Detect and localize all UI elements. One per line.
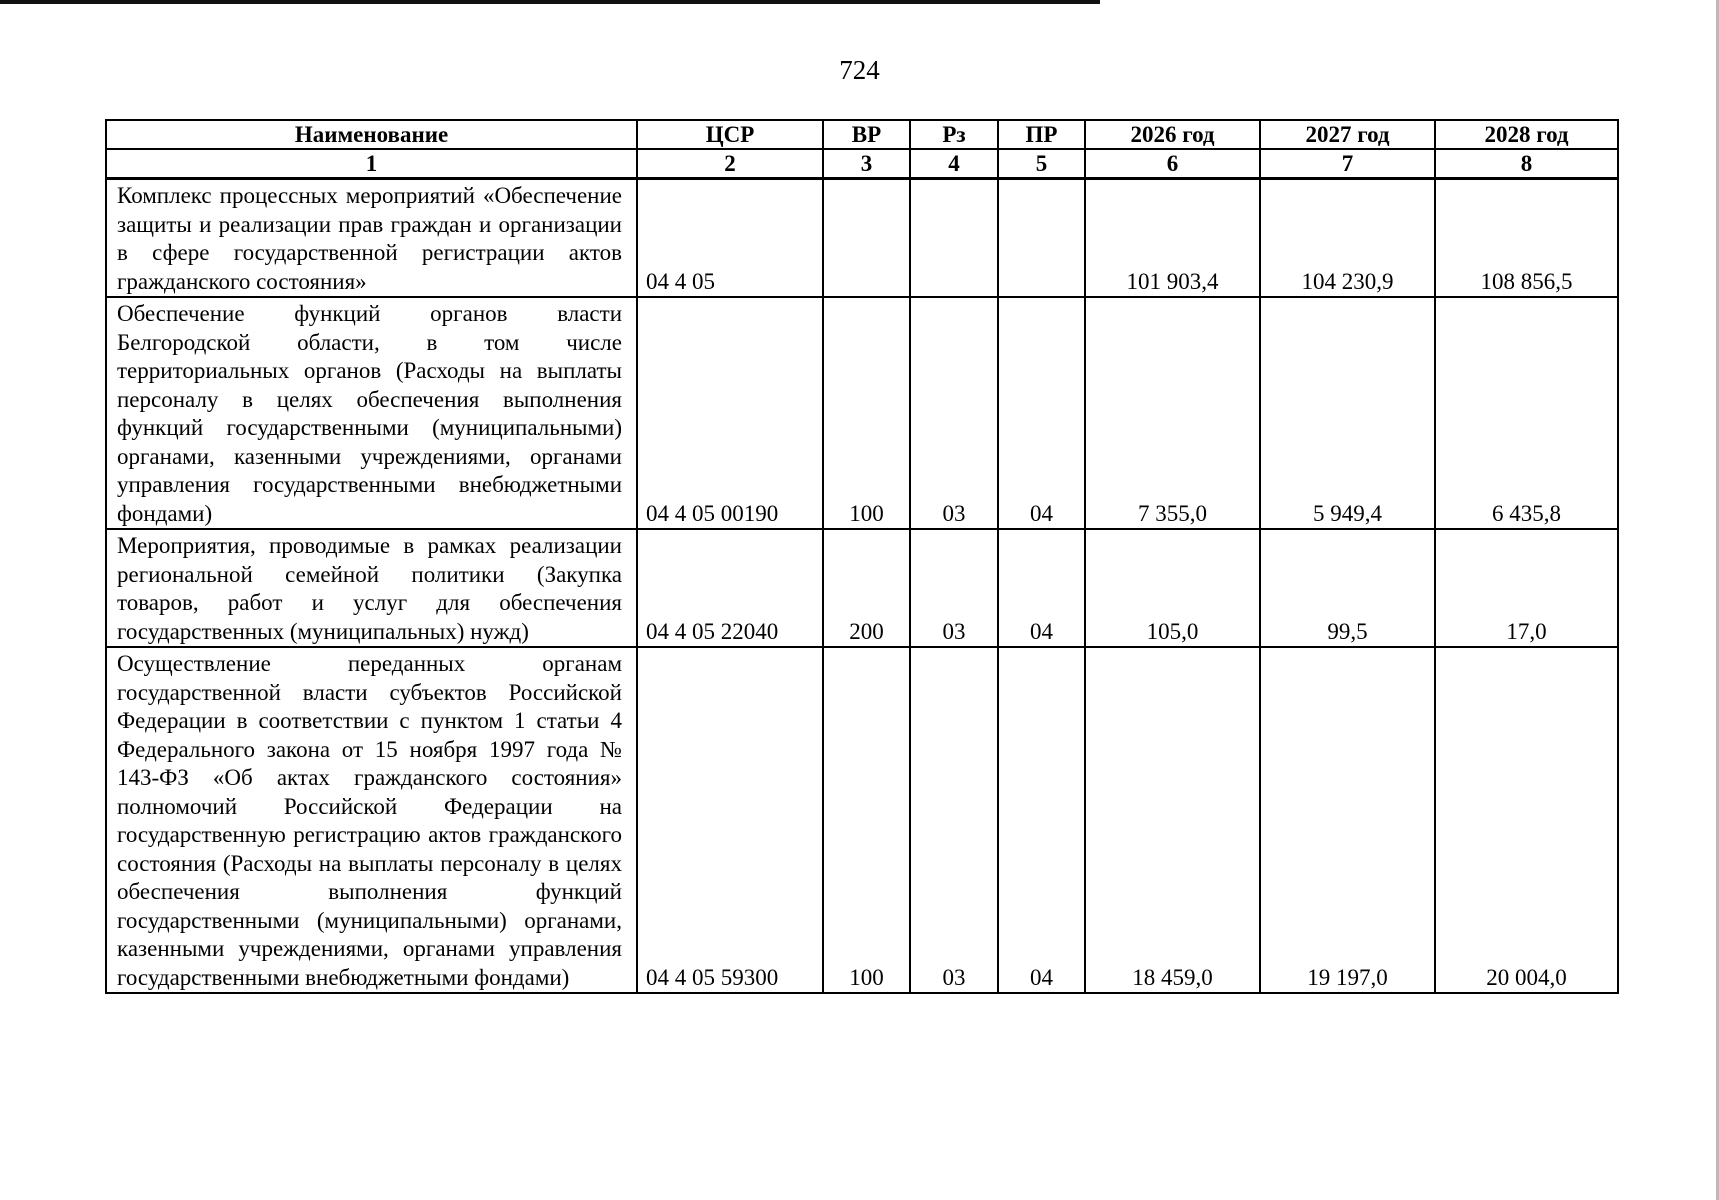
row-pr: 04 — [998, 297, 1085, 529]
row-csr: 04 4 05 59300 — [637, 647, 823, 993]
row-csr: 04 4 05 00190 — [637, 297, 823, 529]
row-name: Осуществление переданных органам государственной власти субъектов Российской Федерации в соответствии с пунктом 1 статьи 4 Федерального закона от 15 ноября 1997 года № 143-ФЗ «Об актах гражданского состояния» полномочий Российской Федерации на государственную регистрацию актов гражданского состояния (Расходы на выплаты персоналу в целях обеспечения выполнения функций государственными (муниципальными) органами, казенными учреждениями, органами управления государственными внебюджетными фондами) — [106, 647, 637, 993]
row-amount-2028: 17,0 — [1435, 529, 1618, 647]
row-rz — [910, 179, 998, 298]
column-number: 8 — [1435, 149, 1618, 179]
row-pr — [998, 179, 1085, 298]
row-amount-2026: 101 903,4 — [1085, 179, 1260, 298]
table-row — [106, 529, 1618, 647]
budget-table — [105, 119, 1619, 994]
row-amount-2027: 104 230,9 — [1260, 179, 1435, 298]
table-row — [106, 297, 1618, 529]
column-number: 3 — [823, 149, 910, 179]
header-vr: ВР — [823, 120, 910, 149]
row-name: Мероприятия, проводимые в рамках реализации региональной семейной политики (Закупка товаров, работ и услуг для обеспечения государственных (муниципальных) нужд) — [106, 529, 637, 647]
page-number: 724 — [839, 55, 880, 85]
column-number: 7 — [1260, 149, 1435, 179]
row-amount-2027: 5 949,4 — [1260, 297, 1435, 529]
header-2027: 2027 год — [1260, 120, 1435, 149]
header-2028: 2028 год — [1435, 120, 1618, 149]
header-pr: ПР — [998, 120, 1085, 149]
row-vr: 100 — [823, 647, 910, 993]
row-name: Обеспечение функций органов власти Белгородской области, в том числе территориальных органов (Расходы на выплаты персоналу в целях обеспечения выполнения функций государственными (муниципальными) органами, казенными учреждениями, органами управления государственными внебюджетными фондами) — [106, 297, 637, 529]
row-csr: 04 4 05 22040 — [637, 529, 823, 647]
row-vr — [823, 179, 910, 298]
header-row — [106, 120, 1618, 149]
row-pr: 04 — [998, 647, 1085, 993]
row-rz: 03 — [910, 647, 998, 993]
table-row — [106, 179, 1618, 298]
column-number: 4 — [910, 149, 998, 179]
row-name: Комплекс процессных мероприятий «Обеспечение защиты и реализации прав граждан и организации в сфере государственной регистрации актов гражданского состояния» — [106, 179, 637, 298]
row-rz: 03 — [910, 297, 998, 529]
row-amount-2028: 20 004,0 — [1435, 647, 1618, 993]
header-2026: 2026 год — [1085, 120, 1260, 149]
column-number: 2 — [637, 149, 823, 179]
row-rz: 03 — [910, 529, 998, 647]
column-number: 5 — [998, 149, 1085, 179]
row-amount-2026: 105,0 — [1085, 529, 1260, 647]
row-csr: 04 4 05 — [637, 179, 823, 298]
header-name: Наименование — [106, 120, 637, 149]
column-number-row — [106, 149, 1618, 179]
row-amount-2028: 108 856,5 — [1435, 179, 1618, 298]
row-amount-2028: 6 435,8 — [1435, 297, 1618, 529]
row-vr: 200 — [823, 529, 910, 647]
row-amount-2027: 19 197,0 — [1260, 647, 1435, 993]
row-amount-2027: 99,5 — [1260, 529, 1435, 647]
header-rz: Рз — [910, 120, 998, 149]
column-number: 6 — [1085, 149, 1260, 179]
row-amount-2026: 7 355,0 — [1085, 297, 1260, 529]
column-number: 1 — [106, 149, 637, 179]
row-vr: 100 — [823, 297, 910, 529]
row-amount-2026: 18 459,0 — [1085, 647, 1260, 993]
header-csr: ЦСР — [637, 120, 823, 149]
table-row — [106, 647, 1618, 993]
row-pr: 04 — [998, 529, 1085, 647]
scan-top-rule — [0, 0, 1100, 4]
